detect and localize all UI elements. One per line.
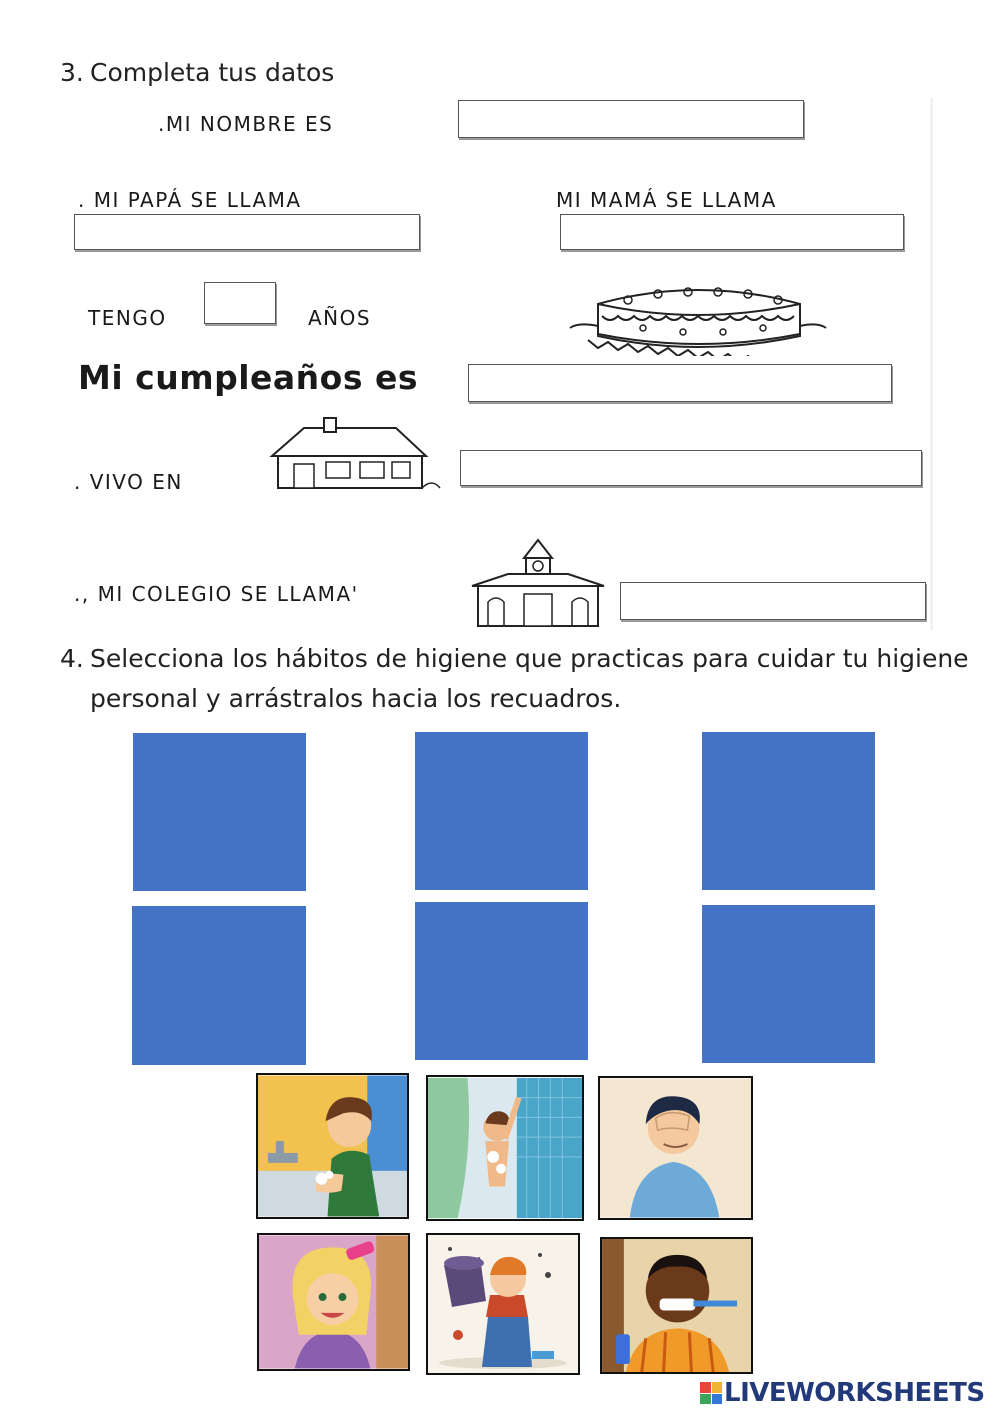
section-3-number: 3. <box>60 58 84 87</box>
brushing-teeth-icon <box>602 1239 751 1372</box>
school-label: ., MI COLEGIO SE LLAMA' <box>74 582 359 606</box>
birthday-label: Mi cumpleaños es <box>78 358 418 397</box>
mom-label: MI MAMÁ SE LLAMA <box>556 188 777 212</box>
age-label-after: AÑOS <box>308 306 372 330</box>
birthday-field[interactable] <box>468 364 892 402</box>
drop-zone-5[interactable] <box>415 902 588 1060</box>
drop-zone-2[interactable] <box>415 732 588 890</box>
drop-zone-4[interactable] <box>132 906 306 1065</box>
habit-card-washing-hands[interactable] <box>256 1073 409 1219</box>
liveworksheets-logo-icon <box>700 1382 722 1404</box>
personal-data-panel <box>68 98 933 630</box>
liveworksheets-logo <box>700 1378 985 1408</box>
throwing-trash-icon <box>428 1235 578 1373</box>
habit-card-brushing-teeth[interactable] <box>600 1237 753 1374</box>
dad-name-field[interactable] <box>74 214 420 250</box>
section-4-heading <box>60 644 969 673</box>
dad-label: . MI PAPÁ SE LLAMA <box>78 188 302 212</box>
age-label-before: TENGO <box>88 306 167 330</box>
blowing-nose-icon <box>600 1078 751 1218</box>
drop-zone-6[interactable] <box>702 905 875 1063</box>
name-field[interactable] <box>458 100 804 138</box>
combing-hair-icon <box>259 1235 408 1369</box>
habit-card-blowing-nose[interactable] <box>598 1076 753 1220</box>
section-4-title-line2: personal y arrástralos hacia los recuadros. <box>90 684 622 713</box>
habit-card-throwing-trash[interactable] <box>426 1233 580 1375</box>
section-3-title: Completa tus datos <box>90 58 335 87</box>
washing-hands-icon <box>258 1075 407 1217</box>
mom-name-field[interactable] <box>560 214 904 250</box>
section-4-number: 4. <box>60 644 84 673</box>
section-4-title-line1: Selecciona los hábitos de higiene que practicas para cuidar tu higiene <box>90 644 969 673</box>
habit-card-shower[interactable] <box>426 1075 584 1221</box>
house-icon <box>264 416 444 494</box>
drop-zone-1[interactable] <box>133 733 306 891</box>
age-field[interactable] <box>204 282 276 324</box>
school-name-field[interactable] <box>620 582 926 620</box>
brand-name: LIVEWORKSHEETS <box>724 1378 985 1408</box>
home-label: . VIVO EN <box>74 470 183 494</box>
drop-zone-3[interactable] <box>702 732 875 890</box>
shower-icon <box>428 1077 582 1219</box>
name-label: .MI NOMBRE ES <box>158 112 334 136</box>
habit-card-combing-hair[interactable] <box>257 1233 410 1371</box>
home-address-field[interactable] <box>460 450 922 486</box>
birthday-cake-icon <box>568 266 828 356</box>
school-building-icon <box>468 536 608 628</box>
section-3-heading <box>60 58 334 87</box>
